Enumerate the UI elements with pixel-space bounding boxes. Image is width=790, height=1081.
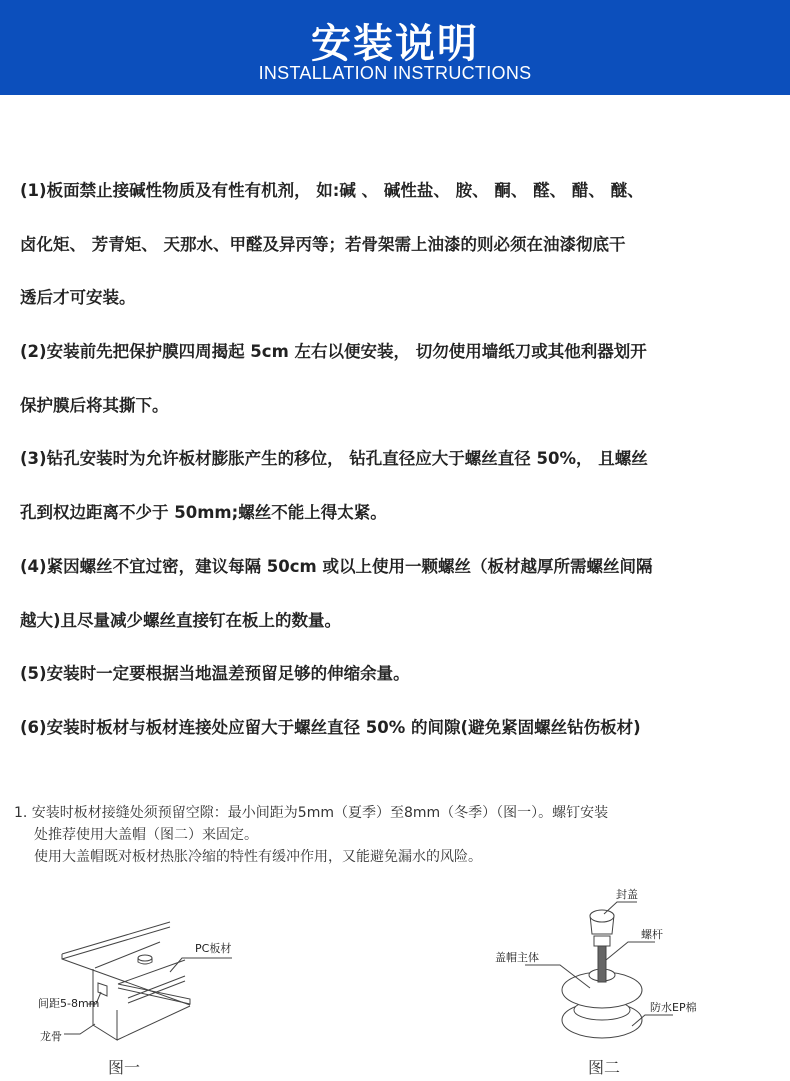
instruction-line: 卤化矩、 芳青矩、 天那水、甲醛及异丙等；若骨架需上油漆的则必须在油漆彻底干 <box>20 234 626 254</box>
instruction-line: 越大)且尽量减少螺丝直接钉在板上的数量。 <box>20 610 342 630</box>
figure-1-caption: 图一 <box>108 1058 141 1077</box>
instruction-line: (5)安装时一定要根据当地温差预留足够的伸缩余量。 <box>20 664 410 684</box>
instruction-line: 透后才可安装。 <box>20 288 136 308</box>
note-line: 使用大盖帽既对板材热胀冷缩的特性有缓冲作用，又能避免漏水的风险。 <box>34 849 482 865</box>
instruction-line: (1)板面禁止接碱性物质及有性有机剂， 如:碱 、 碱性盐、 胺、 酮、 醛、 醋、 醚、 <box>20 181 644 200</box>
instruction-line: 保护膜后将其撕下。 <box>20 395 169 415</box>
figure-2-diagram <box>395 880 790 1080</box>
instruction-line: (2)安装前先把保护膜四周揭起 5cm 左右以便安装， 切勿使用墙纸刀或其他利器划开 <box>20 342 647 362</box>
instruction-line: (6)安装时板材与板材连接处应留大于螺丝直径 50% 的间隙(避免紧固螺丝钻伤板材) <box>20 717 641 737</box>
note-line: 1. 安装时板材接缝处须预留空隙：最小间距为5mm（夏季）至8mm（冬季）（图一）。螺钉安装 <box>14 805 609 821</box>
figure-1-diagram <box>0 880 395 1080</box>
instruction-list <box>20 176 780 767</box>
label-screw: 螺杆 <box>641 928 663 941</box>
label-cap: 封盖 <box>616 888 638 901</box>
installation-note <box>14 802 608 868</box>
page-subtitle: INSTALLATION INSTRUCTIONS <box>258 63 532 83</box>
label-foam: 防水EP棉 <box>650 1001 697 1014</box>
label-gap: 间距5-8mm <box>38 997 100 1010</box>
note-line: 处推荐使用大盖帽（图二）来固定。 <box>34 827 258 843</box>
label-cap-body: 盖帽主体 <box>495 951 539 964</box>
instruction-line: 孔到权边距离不少于 50mm;螺丝不能上得太紧。 <box>20 503 387 523</box>
figure-2-caption: 图二 <box>588 1058 621 1077</box>
label-pc-panel: PC板材 <box>195 942 232 955</box>
page-title: 安装说明 <box>311 21 479 67</box>
instruction-line: (4)紧因螺丝不宜过密，建议每隔 50cm 或以上使用一颗螺丝（板材越厚所需螺丝间隔 <box>20 556 653 576</box>
instruction-line: (3)钻孔安装时为允许板材膨胀产生的移位， 钻孔直径应大于螺丝直径 50%， 且螺丝 <box>20 449 648 469</box>
header-banner <box>0 0 790 95</box>
label-keel: 龙骨 <box>40 1030 62 1043</box>
